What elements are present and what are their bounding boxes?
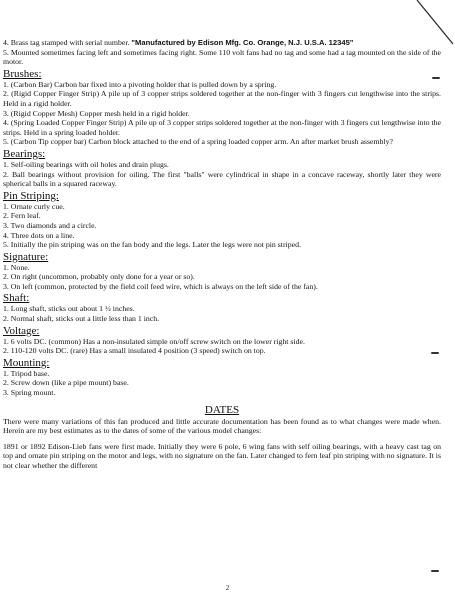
page-number: 2 <box>225 584 230 592</box>
section-heading: Bearings: <box>3 147 46 160</box>
section-voltage <box>3 325 441 356</box>
intro-item-5: 5. Mounted sometimes facing left and sometimes facing right. Some 110 volt fans had no tag and some had a tag mounted on the side of the motor. <box>3 47 441 67</box>
list-item: 3. (Rigid Copper Mesh) Copper mesh held in a rigid holder. <box>3 108 190 118</box>
list-item: 1. (Carbon Bar) Carbon bar fixed into a pivoting holder that is pulled down by a spring. <box>3 79 277 89</box>
list-item: 2. (Rigid Copper Finger Strip) A pile up of 3 copper strips soldered together at the non-finger with 3 fingers cut lengthwise into the strips. Held in a rigid holder. <box>3 89 441 108</box>
list-item: 2. Normal shaft, sticks out a little less than 1 inch. <box>3 314 160 324</box>
section-brushes <box>3 68 441 147</box>
section-heading: Pin Striping: <box>3 189 59 202</box>
list-item: 5. Initially the pin striping was on the fan body and the legs. Later the legs were not pin striped. <box>3 240 301 250</box>
list-item: 2. Fern leaf. <box>3 211 41 221</box>
list-item: 4. (Spring Loaded Copper Finger Strip) A pile up of 3 copper strips soldered together at the non-finger with 3 fingers cut lengthwise into the strips. Held in a spring loaded holder. <box>3 118 441 137</box>
intro-item-4-text: 4. Brass tag stamped with serial number. <box>3 38 132 47</box>
section-signature <box>3 251 441 292</box>
list-item: 1. Tripod base. <box>3 368 50 378</box>
section-heading: Voltage: <box>3 324 40 337</box>
section-bearings <box>3 148 441 189</box>
section-heading: Signature: <box>3 250 49 263</box>
section-shaft <box>3 292 441 323</box>
intro-item-4 <box>3 38 441 48</box>
list-item: 3. On left (common, protected by the field coil feed wire, which is always on the left side of the fan). <box>3 281 318 291</box>
list-item: 4. Three dots on a line. <box>3 230 75 240</box>
list-item: 1. Long shaft, sticks out about 1 ½ inches. <box>3 304 135 314</box>
document-page <box>3 38 441 471</box>
scan-mark <box>431 570 439 572</box>
list-item: 2. On right (uncommon, probably only done for a year or so). <box>3 272 195 282</box>
list-item: 1. Self-oiling bearings with oil holes and drain plugs. <box>3 159 169 169</box>
list-item: 2. 110-120 volts DC. (rare) Has a small insulated 4 position (3 speed) switch on top. <box>3 346 266 356</box>
section-heading: Shaft: <box>3 292 30 305</box>
intro-item-4-tag-text: "Manufactured by Edison Mfg. Co. Orange, N.J. U.S.A. 12345" <box>131 38 354 47</box>
list-item: 5. (Carbon Tip copper bar) Carbon block attached to the end of a spring loaded copper arm. An after market brush assembly? <box>3 137 393 147</box>
list-item: 3. Spring mount. <box>3 388 56 398</box>
section-heading: Mounting: <box>3 356 50 369</box>
dates-paragraph: 1891 or 1892 Edison-Lieb fans were first made. Initially they were 6 pole, 6 wing fans with self oiling bearings, with a heavy cast tag on top and ornate pin striping on the motor and legs, with no signature on the fan. Later changed to fern leaf pin striping with no signature. It is not clear whether the different <box>3 441 441 470</box>
list-item: 1. 6 volts DC. (common) Has a non-insulated simple on/off screw switch on the lower right side. <box>3 336 305 346</box>
section-mounting <box>3 357 441 398</box>
list-item: 1. Ornate curly cue. <box>3 201 65 211</box>
list-item: 2. Ball bearings without provision for oiling. The first "balls" were cylindrical in shape in a concave raceway, shortly later they were spherical balls in a squared raceway. <box>3 169 441 189</box>
list-item: 3. Two diamonds and a circle. <box>3 220 97 230</box>
dates-paragraph: There were many variations of this fan produced and little accurate documentation has been found as to what changes were made when. Herein are my best estimates as to the dates of some of the various model changes: <box>3 416 441 436</box>
dates-title: DATES <box>204 403 240 416</box>
section-heading: Brushes: <box>3 67 42 80</box>
list-item: 1. None. <box>3 262 30 272</box>
list-item: 2. Screw down (like a pipe mount) base. <box>3 378 129 388</box>
section-pin-striping <box>3 190 441 250</box>
